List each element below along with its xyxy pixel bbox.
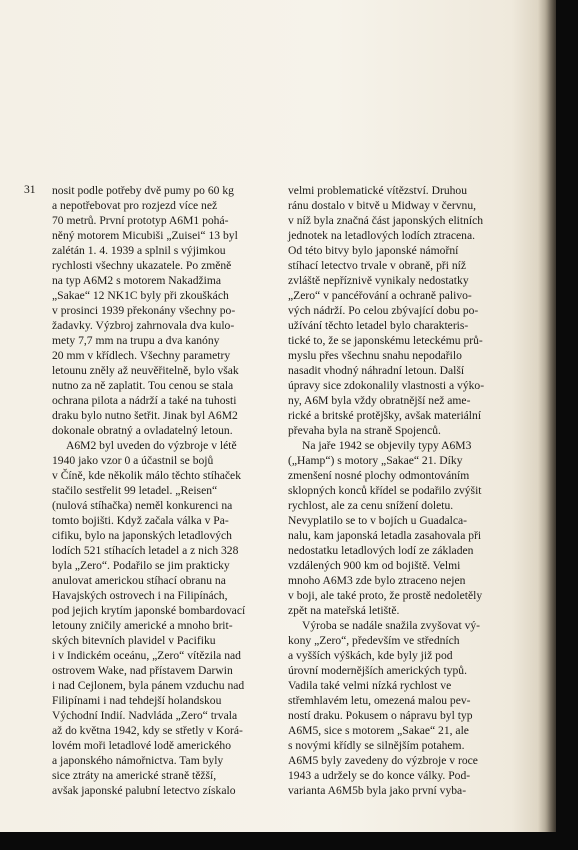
- text-line: 20 mm v křídlech. Všechny parametry: [52, 349, 231, 362]
- text-line: A6M2 byl uveden do výzbroje v létě: [66, 439, 237, 452]
- text-line: Vadila také velmi nízká rychlost ve: [288, 679, 452, 692]
- text-line: kony „Zero“, především ve středních: [288, 634, 460, 647]
- text-line: úpravy sice zdokonalily vlastnosti a výko-: [288, 379, 485, 392]
- text-line: až do května 1942, kdy se střetly v Korá-: [52, 724, 243, 737]
- text-line: stíhací letectvo trvale v obraně, při níž: [288, 259, 467, 272]
- text-line: (nulová stíhačka) neměl konkurenci na: [52, 499, 233, 512]
- text-line: vzdálených 900 km od bojiště. Velmi: [288, 559, 461, 572]
- text-line: mnoho A6M3 zde bylo ztraceno nejen: [288, 574, 466, 587]
- text-line: letounu zněly až neuvěřitelně, bylo však: [52, 364, 239, 377]
- text-line: lodích 521 stíhacích letadel a z nich 328: [52, 544, 239, 557]
- text-line: střemhlavém letu, omezená malou pev-: [288, 694, 471, 707]
- text-line: rychlosti všechny ukazatele. Po změně: [52, 259, 232, 272]
- text-line: ostrovem Wake, nad přístavem Darwin: [52, 664, 233, 677]
- text-line: ských bitevních plavidel v Pacifiku: [52, 634, 216, 647]
- text-line: nalu, kam japonská letadla zasahovala při: [288, 529, 482, 542]
- page-number: 31: [24, 183, 36, 196]
- text-line: Od této bitvy bylo japonské námořní: [288, 244, 459, 257]
- text-line: vých nádrží. Po celou zbývající dobu po-: [288, 304, 479, 317]
- text-line: nedostatku letadlových lodí ze základen: [288, 544, 474, 557]
- text-line: nosit podle potřeby dvě pumy po 60 kg: [52, 184, 234, 197]
- text-line: v níž byla značná část japonských elitních: [288, 214, 484, 227]
- text-line: žadavky. Výzbroj zahrnovala dva kulo-: [52, 319, 235, 332]
- text-line: i nad Cejlonem, byla pánem vzduchu nad: [52, 679, 245, 692]
- text-line: avšak japonské palubní letectvo získalo: [52, 784, 236, 797]
- text-line: Filipínami i nad tehdejší holandskou: [52, 694, 222, 707]
- text-line: varianta A6M5b byla jako první vyba-: [288, 784, 467, 797]
- text-line: rické a britské protějšky, avšak materiální: [288, 409, 482, 422]
- text-line: a japonského námořnictva. Tam byly: [52, 754, 224, 767]
- text-line: v Číně, kde několik málo těchto stíhaček: [52, 469, 241, 482]
- text-line: na typ A6M2 s motorem Nakadžima: [52, 274, 222, 287]
- text-line: úrovní modernějších amerických typů.: [288, 664, 468, 677]
- text-line: A6M5, sice s motorem „Sakae“ 21, ale: [288, 724, 469, 737]
- text-line: jednotek na letadlových lodích ztracena.: [288, 229, 476, 242]
- text-line: v boji, ale také proto, že prostě nedoletěly: [288, 589, 483, 602]
- text-line: Výroba se nadále snažila zvyšovat vý-: [302, 619, 481, 632]
- text-line: lovém moři letadlové lodě amerického: [52, 739, 231, 752]
- left-text-column: [52, 183, 277, 798]
- text-line: rychlost, ale za cenu snížení doletu.: [288, 499, 454, 512]
- text-line: ránu dostalo v bitvě u Midway v červnu,: [288, 199, 477, 212]
- text-line: tomto bojišti. Když začala válka v Pa-: [52, 514, 229, 527]
- text-line: 1940 jako vzor 0 a účastnil se bojů: [52, 454, 214, 467]
- text-line: i v Indickém oceánu, „Zero“ vítězila nad: [52, 649, 241, 662]
- text-line: sice ztráty na americké straně těžší,: [52, 769, 217, 782]
- text-line: nutno za ně zaplatit. Tou cenou se stala: [52, 379, 234, 392]
- text-line: zmenšení nosné plochy odmontováním: [288, 469, 470, 482]
- text-line: ochrana pilota a nádrží a také na tuhosti: [52, 394, 237, 407]
- text-line: dokonale obratný a ovladatelný letoun.: [52, 424, 233, 437]
- text-line: („Hamp“) s motory „Sakae“ 21. Díky: [288, 454, 463, 467]
- text-line: 70 metrů. První prototyp A6M1 pohá-: [52, 214, 229, 227]
- text-line: ností draku. Pokusem o nápravu byl typ: [288, 709, 473, 722]
- text-line: Na jaře 1942 se objevily typy A6M3: [302, 439, 472, 452]
- text-line: Nevyplatilo se to v bojích u Guadalca-: [288, 514, 468, 527]
- text-line: převaha byla na straně Spojenců.: [288, 424, 441, 437]
- text-line: zpět na mateřská letiště.: [288, 604, 400, 617]
- text-line: myslu přes všechnu snahu nepodařilo: [288, 349, 462, 362]
- text-line: ny, A6M byla vždy obratnější než ame-: [288, 394, 471, 407]
- right-text-column: [288, 183, 513, 798]
- text-line: letouny zničily americké a mnoho brit-: [52, 619, 233, 632]
- text-line: v prosinci 1939 překonány všechny po-: [52, 304, 236, 317]
- text-line: Východní Indií. Nadvláda „Zero“ trvala: [52, 709, 238, 722]
- text-line: zvláště nepříznivě vynikaly nedostatky: [288, 274, 469, 287]
- text-line: nasadit vhodný náhradní letoun. Další: [288, 364, 465, 377]
- text-line: „Zero“ v pancéřování a ochraně palivo-: [288, 289, 472, 302]
- text-line: pod jejich krytím japonské bombardovací: [52, 604, 246, 617]
- text-line: A6M5 byly zavedeny do výzbroje v roce: [288, 754, 478, 767]
- text-line: velmi problematické vítězství. Druhou: [288, 184, 468, 197]
- text-line: cifiku, bylo na japonských letadlových: [52, 529, 232, 542]
- text-line: Havajských ostrovech i na Filipínách,: [52, 589, 228, 602]
- text-line: sklopných konců křídel se podařilo zvýšit: [288, 484, 482, 497]
- text-line: užívání těchto letadel bylo charakteris-: [288, 319, 469, 332]
- text-line: s novými křídly se silnějším potahem.: [288, 739, 465, 752]
- text-line: „Sakae“ 12 NK1C byly při zkouškách: [52, 289, 229, 302]
- text-line: stačilo sestřelit 99 letadel. „Reisen“: [52, 484, 218, 497]
- text-line: tické to, že se japonskému leteckému prů-: [288, 334, 483, 347]
- text-line: 1943 a udržely se do konce války. Pod-: [288, 769, 471, 782]
- text-line: anulovat americkou stíhací obranu na: [52, 574, 226, 587]
- text-line: a vyšších výškách, kde byly již pod: [288, 649, 453, 662]
- text-line: mety 7,7 mm na trupu a dva kanóny: [52, 334, 220, 347]
- text-line: byla „Zero“. Podařilo se jim prakticky: [52, 559, 230, 572]
- text-line: draku bylo nutno šetřit. Jinak byl A6M2: [52, 409, 238, 422]
- text-line: zalétán 1. 4. 1939 a splnil s výjimkou: [52, 244, 226, 257]
- text-line: a nepotřebovat pro rozjezd více než: [52, 199, 218, 212]
- text-line: něný motorem Micubiši „Zuisei“ 13 byl: [52, 229, 238, 242]
- book-spine-shadow: [538, 0, 556, 832]
